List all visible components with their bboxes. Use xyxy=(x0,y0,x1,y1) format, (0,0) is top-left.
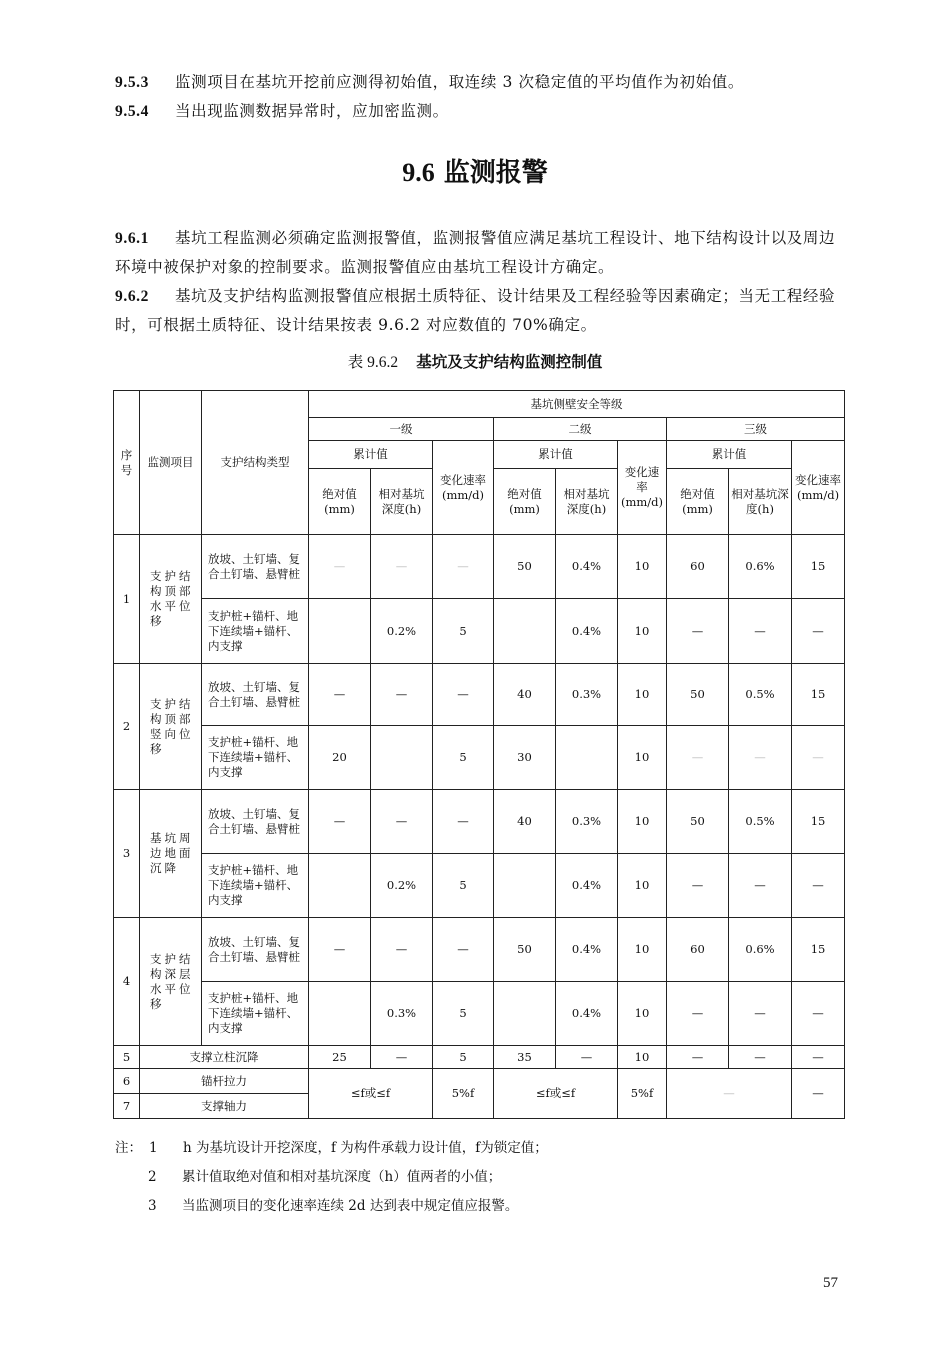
cell: 0.4% xyxy=(556,918,618,982)
cell: 0.4% xyxy=(556,982,618,1046)
header-cumulative: 累计值 xyxy=(309,441,433,469)
type-a: 放坡、土钉墙、复合土钉墙、悬臂桩 xyxy=(202,918,309,982)
cell xyxy=(309,599,371,664)
cell: 15 xyxy=(792,790,845,854)
note-2 xyxy=(148,1166,501,1188)
section-heading: 监测报警 xyxy=(443,158,548,188)
clause-9-6-2 xyxy=(115,282,845,340)
cell: 15 xyxy=(792,918,845,982)
cell: 30 xyxy=(494,726,556,790)
cell: 10 xyxy=(618,535,667,599)
cell: 0.4% xyxy=(556,599,618,664)
cell xyxy=(309,982,371,1046)
clause-text: 基坑及支护结构监测报警值应根据土质特征、设计结果及工程经验等因素确定；当无工程经验时，可根据土质特征、设计结果按表 9.6.2 对应数值的 70%确定。 xyxy=(115,287,836,334)
cell: 10 xyxy=(618,599,667,664)
cell: — xyxy=(309,918,371,982)
cell: — xyxy=(433,664,494,726)
note-text: h 为基坑设计开挖深度，f 为构件承载力设计值，f为锁定值； xyxy=(183,1140,548,1156)
cell: 0.4% xyxy=(556,854,618,918)
cell: — xyxy=(371,1046,433,1069)
cell: 0.5% xyxy=(729,790,792,854)
cell: — xyxy=(729,854,792,918)
cell: — xyxy=(792,982,845,1046)
cell: 35 xyxy=(494,1046,556,1069)
note-number: 1 xyxy=(149,1140,158,1156)
cell: — xyxy=(433,790,494,854)
section-number: 9.6 xyxy=(402,158,435,187)
clause-text: 基坑工程监测必须确定监测报警值，监测报警值应满足基坑工程设计、地下结构设计以及周边环境中被保护对象的控制要求。监测报警值应由基坑工程设计方确定。 xyxy=(115,229,836,276)
clause-number: 9.5.3 xyxy=(115,74,149,91)
cell: 50 xyxy=(667,664,729,726)
header-relative: 相对基坑深度(h) xyxy=(371,469,433,535)
header-grade-1: 一级 xyxy=(309,418,494,441)
cell: 60 xyxy=(667,535,729,599)
header-rate: 变化速率(mm/d) xyxy=(433,441,494,535)
row-seq: 7 xyxy=(114,1094,140,1119)
cell xyxy=(494,982,556,1046)
cell: — xyxy=(371,918,433,982)
cell: 15 xyxy=(792,535,845,599)
cell: 40 xyxy=(494,664,556,726)
cell: 0.3% xyxy=(556,664,618,726)
cell: — xyxy=(433,535,494,599)
control-value-table xyxy=(113,390,845,1119)
cell: 10 xyxy=(618,854,667,918)
clause-number: 9.6.2 xyxy=(115,288,149,305)
header-absolute: 绝对值(mm) xyxy=(667,469,729,535)
cell: — xyxy=(667,726,729,790)
cell: 50 xyxy=(667,790,729,854)
cell: — xyxy=(371,535,433,599)
row-item: 支护结构顶部竖向位移 xyxy=(140,664,202,790)
type-b: 支护桩+锚杆、地下连续墙+锚杆、内支撑 xyxy=(202,726,309,790)
row-seq: 5 xyxy=(114,1046,140,1069)
cell: 40 xyxy=(494,790,556,854)
cell: 10 xyxy=(618,918,667,982)
clause-9-5-3 xyxy=(115,68,845,97)
cell xyxy=(309,854,371,918)
note-1 xyxy=(115,1137,548,1159)
header-relative: 相对基坑深度(h) xyxy=(556,469,618,535)
clause-number: 9.6.1 xyxy=(115,230,149,247)
cell: — xyxy=(556,1046,618,1069)
header-item: 监测项目 xyxy=(140,391,202,535)
cell: — xyxy=(792,854,845,918)
cell: 0.4% xyxy=(556,535,618,599)
type-a: 放坡、土钉墙、复合土钉墙、悬臂桩 xyxy=(202,664,309,726)
header-seq: 序号 xyxy=(114,391,140,535)
merged-g3-rate: — xyxy=(792,1069,845,1119)
type-b: 支护桩+锚杆、地下连续墙+锚杆、内支撑 xyxy=(202,854,309,918)
cell: 10 xyxy=(618,1046,667,1069)
cell: — xyxy=(729,1046,792,1069)
cell: — xyxy=(371,664,433,726)
table-title: 基坑及支护结构监测控制值 xyxy=(416,353,603,371)
merged-g1-rate: 5%f xyxy=(433,1069,494,1119)
row-item: 支护结构顶部水平位移 xyxy=(140,535,202,664)
row-item: 锚杆拉力 xyxy=(140,1069,309,1094)
row-seq: 3 xyxy=(114,790,140,918)
type-a: 放坡、土钉墙、复合土钉墙、悬臂桩 xyxy=(202,535,309,599)
cell: 0.5% xyxy=(729,664,792,726)
cell xyxy=(556,726,618,790)
clause-text: 当出现监测数据异常时，应加密监测。 xyxy=(175,102,449,120)
header-absolute: 绝对值(mm) xyxy=(494,469,556,535)
note-number: 3 xyxy=(148,1198,157,1214)
cell: 5 xyxy=(433,982,494,1046)
clause-text: 监测项目在基坑开挖前应测得初始值，取连续 3 次稳定值的平均值作为初始值。 xyxy=(175,73,744,91)
cell: — xyxy=(309,664,371,726)
header-grade-2: 二级 xyxy=(494,418,667,441)
cell: — xyxy=(667,1046,729,1069)
merged-g1: ≤f或≤f xyxy=(309,1069,433,1119)
cell: — xyxy=(792,726,845,790)
cell: — xyxy=(729,982,792,1046)
cell: 5 xyxy=(433,854,494,918)
page-number: 57 xyxy=(823,1275,838,1291)
cell: 5 xyxy=(433,726,494,790)
cell: 0.3% xyxy=(371,982,433,1046)
cell xyxy=(371,726,433,790)
row-item: 基坑周边地面沉降 xyxy=(140,790,202,918)
row-seq: 6 xyxy=(114,1069,140,1094)
header-grade-group: 基坑侧壁安全等级 xyxy=(309,391,845,418)
cell xyxy=(494,854,556,918)
row-item: 支撑轴力 xyxy=(140,1094,309,1119)
cell: — xyxy=(371,790,433,854)
cell: 10 xyxy=(618,726,667,790)
cell: 5 xyxy=(433,1046,494,1069)
type-b: 支护桩+锚杆、地下连续墙+锚杆、内支撑 xyxy=(202,982,309,1046)
row-seq: 1 xyxy=(114,535,140,664)
cell: 0.2% xyxy=(371,599,433,664)
cell: — xyxy=(729,726,792,790)
table-number: 表 9.6.2 xyxy=(347,354,399,371)
header-cumulative: 累计值 xyxy=(667,441,792,469)
merged-g2-rate: 5%f xyxy=(618,1069,667,1119)
header-absolute: 绝对值(mm) xyxy=(309,469,371,535)
cell: 5 xyxy=(433,599,494,664)
cell: 10 xyxy=(618,982,667,1046)
clause-9-5-4 xyxy=(115,97,845,126)
cell: — xyxy=(309,535,371,599)
header-relative: 相对基坑深度(h) xyxy=(729,469,792,535)
cell: 60 xyxy=(667,918,729,982)
cell: — xyxy=(667,599,729,664)
note-text: 当监测项目的变化速率连续 2d 达到表中规定值应报警。 xyxy=(182,1198,519,1214)
header-grade-3: 三级 xyxy=(667,418,845,441)
cell: — xyxy=(667,854,729,918)
header-cumulative: 累计值 xyxy=(494,441,618,469)
section-title xyxy=(0,152,950,189)
cell: 50 xyxy=(494,535,556,599)
cell: — xyxy=(433,918,494,982)
cell: — xyxy=(792,1046,845,1069)
header-type: 支护结构类型 xyxy=(202,391,309,535)
header-rate: 变化速率(mm/d) xyxy=(792,441,845,535)
clause-9-6-1 xyxy=(115,224,845,282)
cell: — xyxy=(792,599,845,664)
row-item: 支撑立柱沉降 xyxy=(140,1046,309,1069)
merged-g2: ≤f或≤f xyxy=(494,1069,618,1119)
table-caption xyxy=(0,350,950,372)
note-number: 2 xyxy=(148,1169,157,1185)
cell: 25 xyxy=(309,1046,371,1069)
cell: 0.2% xyxy=(371,854,433,918)
cell: 10 xyxy=(618,790,667,854)
note-text: 累计值取绝对值和相对基坑深度（h）值两者的小值； xyxy=(182,1169,502,1185)
header-rate: 变化速率(mm/d) xyxy=(618,441,667,535)
cell: — xyxy=(667,982,729,1046)
cell: 0.6% xyxy=(729,535,792,599)
row-item: 支护结构深层水平位移 xyxy=(140,918,202,1046)
row-seq: 4 xyxy=(114,918,140,1046)
cell: 0.6% xyxy=(729,918,792,982)
cell: 50 xyxy=(494,918,556,982)
cell: — xyxy=(309,790,371,854)
cell: — xyxy=(729,599,792,664)
cell: 15 xyxy=(792,664,845,726)
row-seq: 2 xyxy=(114,664,140,790)
cell xyxy=(494,599,556,664)
note-3 xyxy=(148,1195,518,1217)
cell: 20 xyxy=(309,726,371,790)
type-a: 放坡、土钉墙、复合土钉墙、悬臂桩 xyxy=(202,790,309,854)
type-b: 支护桩+锚杆、地下连续墙+锚杆、内支撑 xyxy=(202,599,309,664)
clause-number: 9.5.4 xyxy=(115,103,149,120)
cell: 10 xyxy=(618,664,667,726)
cell: 0.3% xyxy=(556,790,618,854)
merged-g3: — xyxy=(667,1069,792,1119)
notes-label: 注： xyxy=(115,1140,142,1156)
